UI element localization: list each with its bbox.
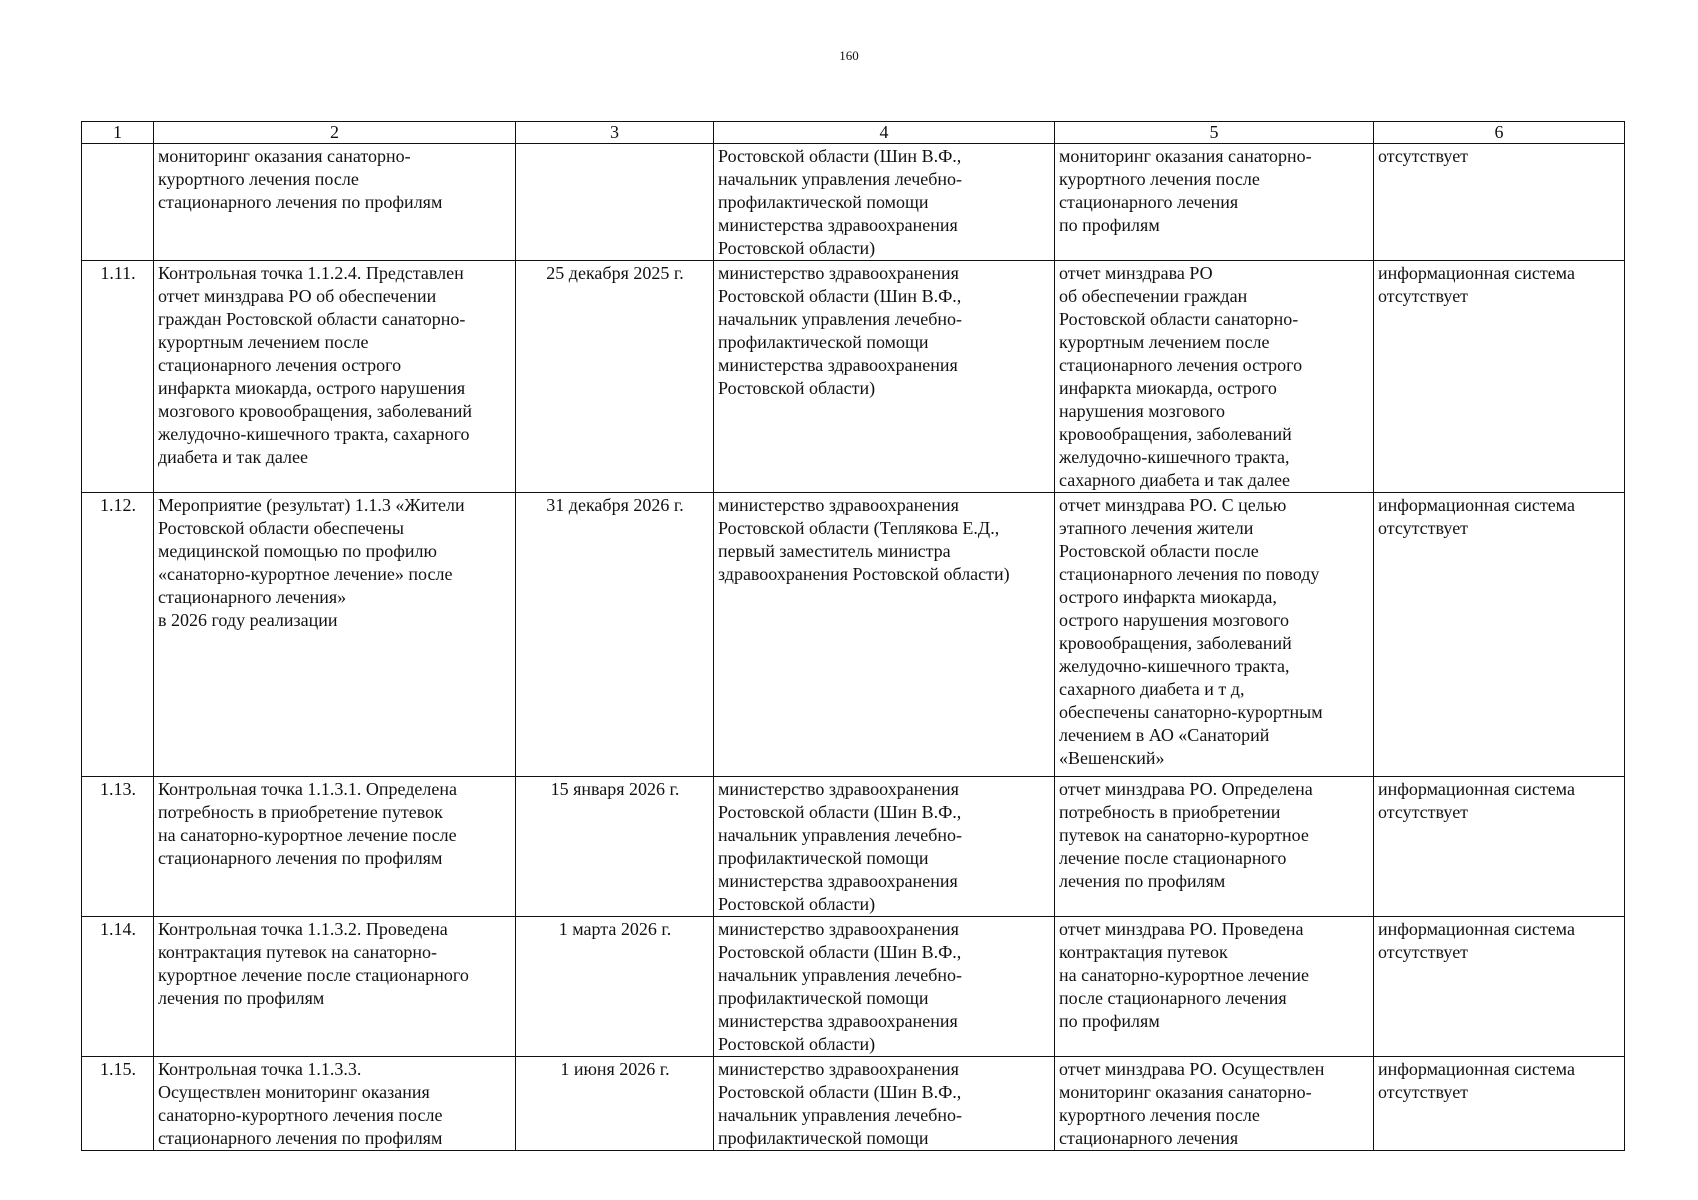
result-cell: мониторинг оказания санаторно- курортного лечения после стационарного лечения по профилям	[1055, 144, 1374, 261]
information-system-cell: отсутствует	[1374, 144, 1625, 261]
result-cell: отчет минздрава РО. Проведена контрактация путевок на санаторно-курортное лечение после стационарного лечения по профилям	[1055, 917, 1374, 1057]
information-system-cell: информационная система отсутствует	[1374, 777, 1625, 917]
row-number-cell: 1.13.	[82, 777, 154, 917]
plan-table	[81, 121, 1625, 1151]
responsible-cell: министерство здравоохранения Ростовской области (Шин В.Ф., начальник управления лечебно- профилактической помощи министерства здравоохранения Ростовской области)	[714, 917, 1055, 1057]
row-number-cell: 1.11.	[82, 261, 154, 493]
column-header: 4	[714, 122, 1055, 144]
responsible-cell: министерство здравоохранения Ростовской области (Шин В.Ф., начальник управления лечебно- профилактической помощи министерства здравоохранения Ростовской области)	[714, 261, 1055, 493]
column-header: 5	[1055, 122, 1374, 144]
event-name-cell: Контрольная точка 1.1.3.2. Проведена контрактация путевок на санаторно- курортное лечение после стационарного лечения по профилям	[154, 917, 516, 1057]
column-header: 3	[516, 122, 714, 144]
column-header: 6	[1374, 122, 1625, 144]
event-name-cell: мониторинг оказания санаторно- курортного лечения после стационарного лечения по профилям	[154, 144, 516, 261]
responsible-cell: министерство здравоохранения Ростовской области (Теплякова Е.Д., первый заместитель министра здравоохранения Ростовской области)	[714, 493, 1055, 777]
table-row	[82, 144, 1625, 261]
row-number-cell: 1.15.	[82, 1057, 154, 1151]
responsible-cell: Ростовской области (Шин В.Ф., начальник управления лечебно- профилактической помощи министерства здравоохранения Ростовской области)	[714, 144, 1055, 261]
table-row	[82, 777, 1625, 917]
information-system-cell: информационная система отсутствует	[1374, 493, 1625, 777]
deadline-cell: 31 декабря 2026 г.	[516, 493, 714, 777]
deadline-cell	[516, 144, 714, 261]
result-cell: отчет минздрава РО об обеспечении граждан Ростовской области санаторно- курортным лечением после стационарного лечения острого инфаркта миокарда, острого нарушения мозгового кровообращения, заболеваний желудочно-кишечного тракта, сахарного диабета и так далее	[1055, 261, 1374, 493]
column-header: 2	[154, 122, 516, 144]
table-header-row	[82, 122, 1625, 144]
table-row	[82, 1057, 1625, 1151]
table-row	[82, 261, 1625, 493]
information-system-cell: информационная система отсутствует	[1374, 1057, 1625, 1151]
responsible-cell: министерство здравоохранения Ростовской области (Шин В.Ф., начальник управления лечебно- профилактической помощи министерства здравоохранения Ростовской области)	[714, 777, 1055, 917]
row-number-cell: 1.12.	[82, 493, 154, 777]
deadline-cell: 25 декабря 2025 г.	[516, 261, 714, 493]
information-system-cell: информационная система отсутствует	[1374, 261, 1625, 493]
responsible-cell: министерство здравоохранения Ростовской области (Шин В.Ф., начальник управления лечебно- профилактической помощи	[714, 1057, 1055, 1151]
result-cell: отчет минздрава РО. Определена потребность в приобретении путевок на санаторно-курортное лечение после стационарного лечения по профилям	[1055, 777, 1374, 917]
page-number: 160	[839, 48, 859, 63]
row-number-cell: 1.14.	[82, 917, 154, 1057]
event-name-cell: Мероприятие (результат) 1.1.3 «Жители Ростовской области обеспечены медицинской помощью по профилю «санаторно-курортное лечение» после стационарного лечения» в 2026 году реализации	[154, 493, 516, 777]
information-system-cell: информационная система отсутствует	[1374, 917, 1625, 1057]
result-cell: отчет минздрава РО. Осуществлен мониторинг оказания санаторно- курортного лечения после стационарного лечения	[1055, 1057, 1374, 1151]
event-name-cell: Контрольная точка 1.1.2.4. Представлен отчет минздрава РО об обеспечении граждан Ростовской области санаторно- курортным лечением после стационарного лечения острого инфаркта миокарда, острого нарушения мозгового кровообращения, заболеваний желудочно-кишечного тракта, сахарного диабета и так далее	[154, 261, 516, 493]
deadline-cell: 15 января 2026 г.	[516, 777, 714, 917]
table-row	[82, 917, 1625, 1057]
deadline-cell: 1 марта 2026 г.	[516, 917, 714, 1057]
deadline-cell: 1 июня 2026 г.	[516, 1057, 714, 1151]
event-name-cell: Контрольная точка 1.1.3.3. Осуществлен мониторинг оказания санаторно-курортного лечения после стационарного лечения по профилям	[154, 1057, 516, 1151]
column-header: 1	[82, 122, 154, 144]
event-name-cell: Контрольная точка 1.1.3.1. Определена потребность в приобретение путевок на санаторно-курортное лечение после стационарного лечения по профилям	[154, 777, 516, 917]
table-row	[82, 493, 1625, 777]
row-number-cell	[82, 144, 154, 261]
result-cell: отчет минздрава РО. С целью этапного лечения жители Ростовской области после стационарного лечения по поводу острого инфаркта миокарда, острого нарушения мозгового кровообращения, заболеваний желудочно-кишечного тракта, сахарного диабета и т д, обеспечены санаторно-курортным лечением в АО «Санаторий «Вешенский»	[1055, 493, 1374, 777]
